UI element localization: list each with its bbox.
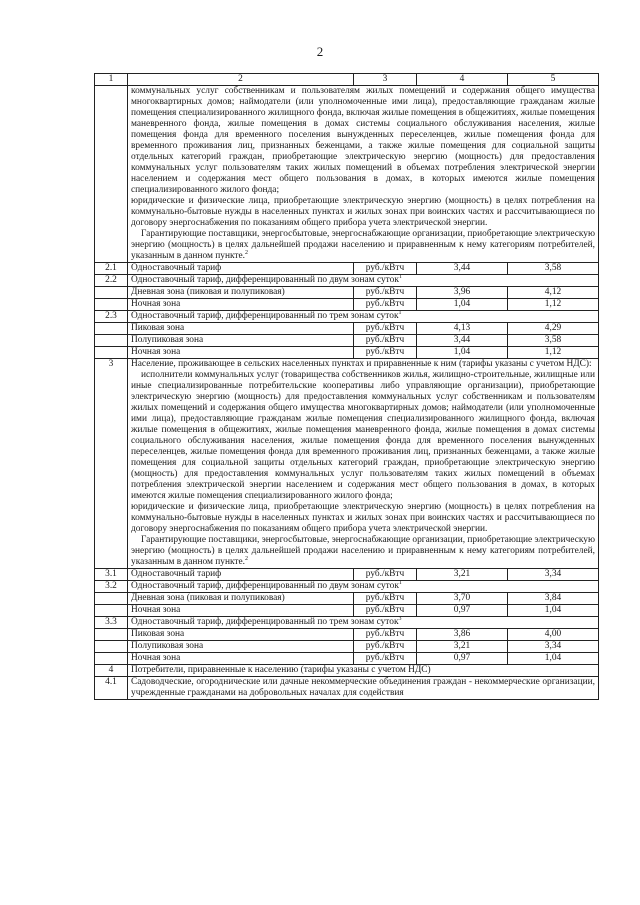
table-row: 2.1 Одноставочный тариф руб./кВтч 3,44 3,58 (95, 263, 599, 275)
table-row: 2.3 Одноставочный тариф, дифференцированный по трем зонам суток$^1$ (95, 311, 599, 323)
col-header-1: 1 (95, 74, 128, 86)
category-2-text (128, 86, 599, 263)
table-row: 2.2 Одноставочный тариф, дифференцированный по двум зонам суток$^1$ (95, 275, 599, 287)
paragraph: Население, проживающее в сельских населенных пунктах и приравненные к ним (тарифы указаны с учетом НДС): (131, 359, 592, 369)
category-row-2-continued (95, 86, 599, 263)
table-row: Ночная зона руб./кВтч 0,97 1,04 (95, 653, 599, 665)
table-row: Дневная зона (пиковая и полупиковая) руб./кВтч 3,70 3,84 (95, 593, 599, 605)
paragraph: юридические и физические лица, приобретающие электрическую энергию (мощность) в целях потребления на коммунально-бытовые нужды в населенных пунктах и жилых зонах при воинских частях и рассчитывающиеся по договору энергоснабжения по показаниям общего прибора учета электрической энергии. (131, 502, 595, 534)
table-row: 3.1 Одноставочный тариф руб./кВтч 3,21 3,34 (95, 569, 599, 581)
category-row-4: 4 Потребители, приравненные к населению (тарифы указаны с учетом НДС) (95, 665, 599, 677)
footnote-mark: 1 (398, 273, 402, 280)
table-row: Полупиковая зона руб./кВтч 3,44 3,58 (95, 335, 599, 347)
table-row: Пиковая зона руб./кВтч 4,13 4,29 (95, 323, 599, 335)
paragraph: исполнители коммунальных услуг (товарищества собственников жилья, жилищно-строительные, жилищные или иные специализированные потребительские кооперативы либо управляющие организации), приобретающие электрическую энергию (мощность) для предоставления коммунальных услуг собственникам и пользователям жилых помещений и содержания общего имущества многоквартирных домов; наймодатели (или уполномоченные ими лица), предоставляющие гражданам жилые помещения специализированного жилищного фонда, включая жилые помещения в общежитиях, жилые помещения маневренного фонда, жилые помещения в домах системы социального обслуживания населения, жилые помещения фонда для временного поселения вынужденных переселенцев, жилые помещения фонда для временного проживания лиц, признанных беженцами, а также жилые помещения для социальной защиты отдельных категорий граждан, приобретающие электрическую энергию (мощность) для предоставления коммунальных услуг пользователям таких жилых помещений в объемах потребления электрической энергии населением и содержания мест общего пользования в домах, в которых имеются жилые помещения специализированного жилого фонда; (131, 370, 595, 501)
category-3-text (128, 359, 599, 569)
paragraph: юридические и физические лица, приобретающие электрическую энергию (мощность) в целях потребления на коммунально-бытовые нужды в населенных пунктах и жилых зонах при воинских частях и рассчитывающиеся по договору энергоснабжения по показаниям общего прибора учета электрической энергии. (131, 196, 595, 228)
tariff-table (94, 73, 599, 700)
footnote-mark: 1 (398, 309, 402, 316)
footnote-mark: 1 (398, 579, 402, 586)
table-row: Дневная зона (пиковая и полупиковая) руб./кВтч 3,96 4,12 (95, 287, 599, 299)
col-header-5: 5 (508, 74, 599, 86)
table-row: 3.2 Одноставочный тариф, дифференцированный по двум зонам суток$^1$ (95, 581, 599, 593)
paragraph: Гарантирующие поставщики, энергосбытовые, энергоснабжающие организации, приобретающие электрическую энергию (мощность) в целях дальнейшей продажи населению и приравненным к нему категориям потребителей, указанным в данном пункте.$^2$ (131, 229, 595, 261)
paragraph: коммунальных услуг собственникам и пользователям жилых помещений и содержания общего имущества многоквартирных домов; наймодатели (или уполномоченные ими лица), предоставляющие гражданам жилые помещения специализированного жилищного фонда, включая жилые помещения в общежитиях, жилые помещения маневренного фонда, жилые помещения в домах системы социального обслуживания населения, жилые помещения фонда для временного поселения вынужденных переселенцев, жилые помещения фонда для временного проживания лиц, признанных беженцами, а также жилые помещения для социальной защиты отдельных категорий граждан, приобретающие электрическую энергию (мощность) для предоставления коммунальных услуг пользователям таких жилых помещений в объемах потребления электрической энергии населением и содержания мест общего пользования в домах, в которых имеются жилые помещения специализированного жилого фонда; (131, 86, 595, 195)
footnote-mark: 2 (245, 555, 249, 562)
table-row: Пиковая зона руб./кВтч 3,86 4,00 (95, 629, 599, 641)
table-row: Ночная зона руб./кВтч 1,04 1,12 (95, 299, 599, 311)
table-row: Ночная зона руб./кВтч 0,97 1,04 (95, 605, 599, 617)
column-header-row (95, 74, 599, 86)
table-row: Полупиковая зона руб./кВтч 3,21 3,34 (95, 641, 599, 653)
page-number: 2 (316, 44, 324, 59)
col-header-2: 2 (128, 74, 354, 86)
paragraph: Гарантирующие поставщики, энергосбытовые, энергоснабжающие организации, приобретающие электрическую энергию (мощность) в целях дальнейшей продажи населению и приравненным к нему категориям потребителей, указанным в данном пункте.$^2$ (131, 535, 595, 567)
footnote-mark: 2 (245, 249, 249, 256)
table-row: Ночная зона руб./кВтч 1,04 1,12 (95, 347, 599, 359)
footnote-mark: 3 (398, 615, 402, 622)
col-header-3: 3 (354, 74, 417, 86)
category-row-3: 3 Население, проживающее в сельских населенных пунктах и приравненные к ним (тарифы указаны с учетом НДС): исполнители коммунальных услуг (товарищества собственников жилья, жилищно-строительные, жилищные или иные специализированные потребительские кооперативы либо управляющие организации), приобретающие электрическую энергию (мощность) для предоставления коммунальных услуг собственникам и пользователям жилых помещений и содержания общего имущества многоквартирных домов; наймодатели (или уполномоченные ими лица), предоставляющие гражданам жилые помещения специализированного жилищного фонда, включая жилые помещения в общежитиях, жилые помещения маневренного фонда, жилые помещения в домах системы социального обслуживания населения, жилые помещения фонда для временного поселения вынужденных переселенцев, жилые помещения фонда для временного проживания лиц, признанных беженцами, а также жилые помещения для социальной защиты отдельных категорий граждан, приобретающие электрическую энергию (мощность) для предоставления коммунальных услуг пользователям таких жилых помещений в объемах потребления электрической энергии населением и содержания мест общего пользования в домах, в которых имеются жилые помещения специализированного жилого фонда; юридические и физические лица, приобретающие электрическую энергию (мощность) в целях потребления на коммунально-бытовые нужды в населенных пунктах и жилых зонах при воинских частях и рассчитывающиеся по договору энергоснабжения по показаниям общего прибора учета электрической энергии. Гарантирующие поставщики, энергосбытовые, энергоснабжающие организации, приобретающие электрическую энергию (мощность) в целях дальнейшей продажи населению и приравненным к нему категориям потребителей, указанным в данном пункте.$^2$ (95, 359, 599, 569)
col-header-4: 4 (417, 74, 508, 86)
table-row: 3.3 Одноставочный тариф, дифференцированный по трем зонам суток$^3$ (95, 617, 599, 629)
category-row-4-1: 4.1 Садоводческие, огороднические или дачные некоммерческие объединения граждан - некоммерческие организации, учрежденные гражданами на добровольных началах для содействия (95, 677, 599, 700)
